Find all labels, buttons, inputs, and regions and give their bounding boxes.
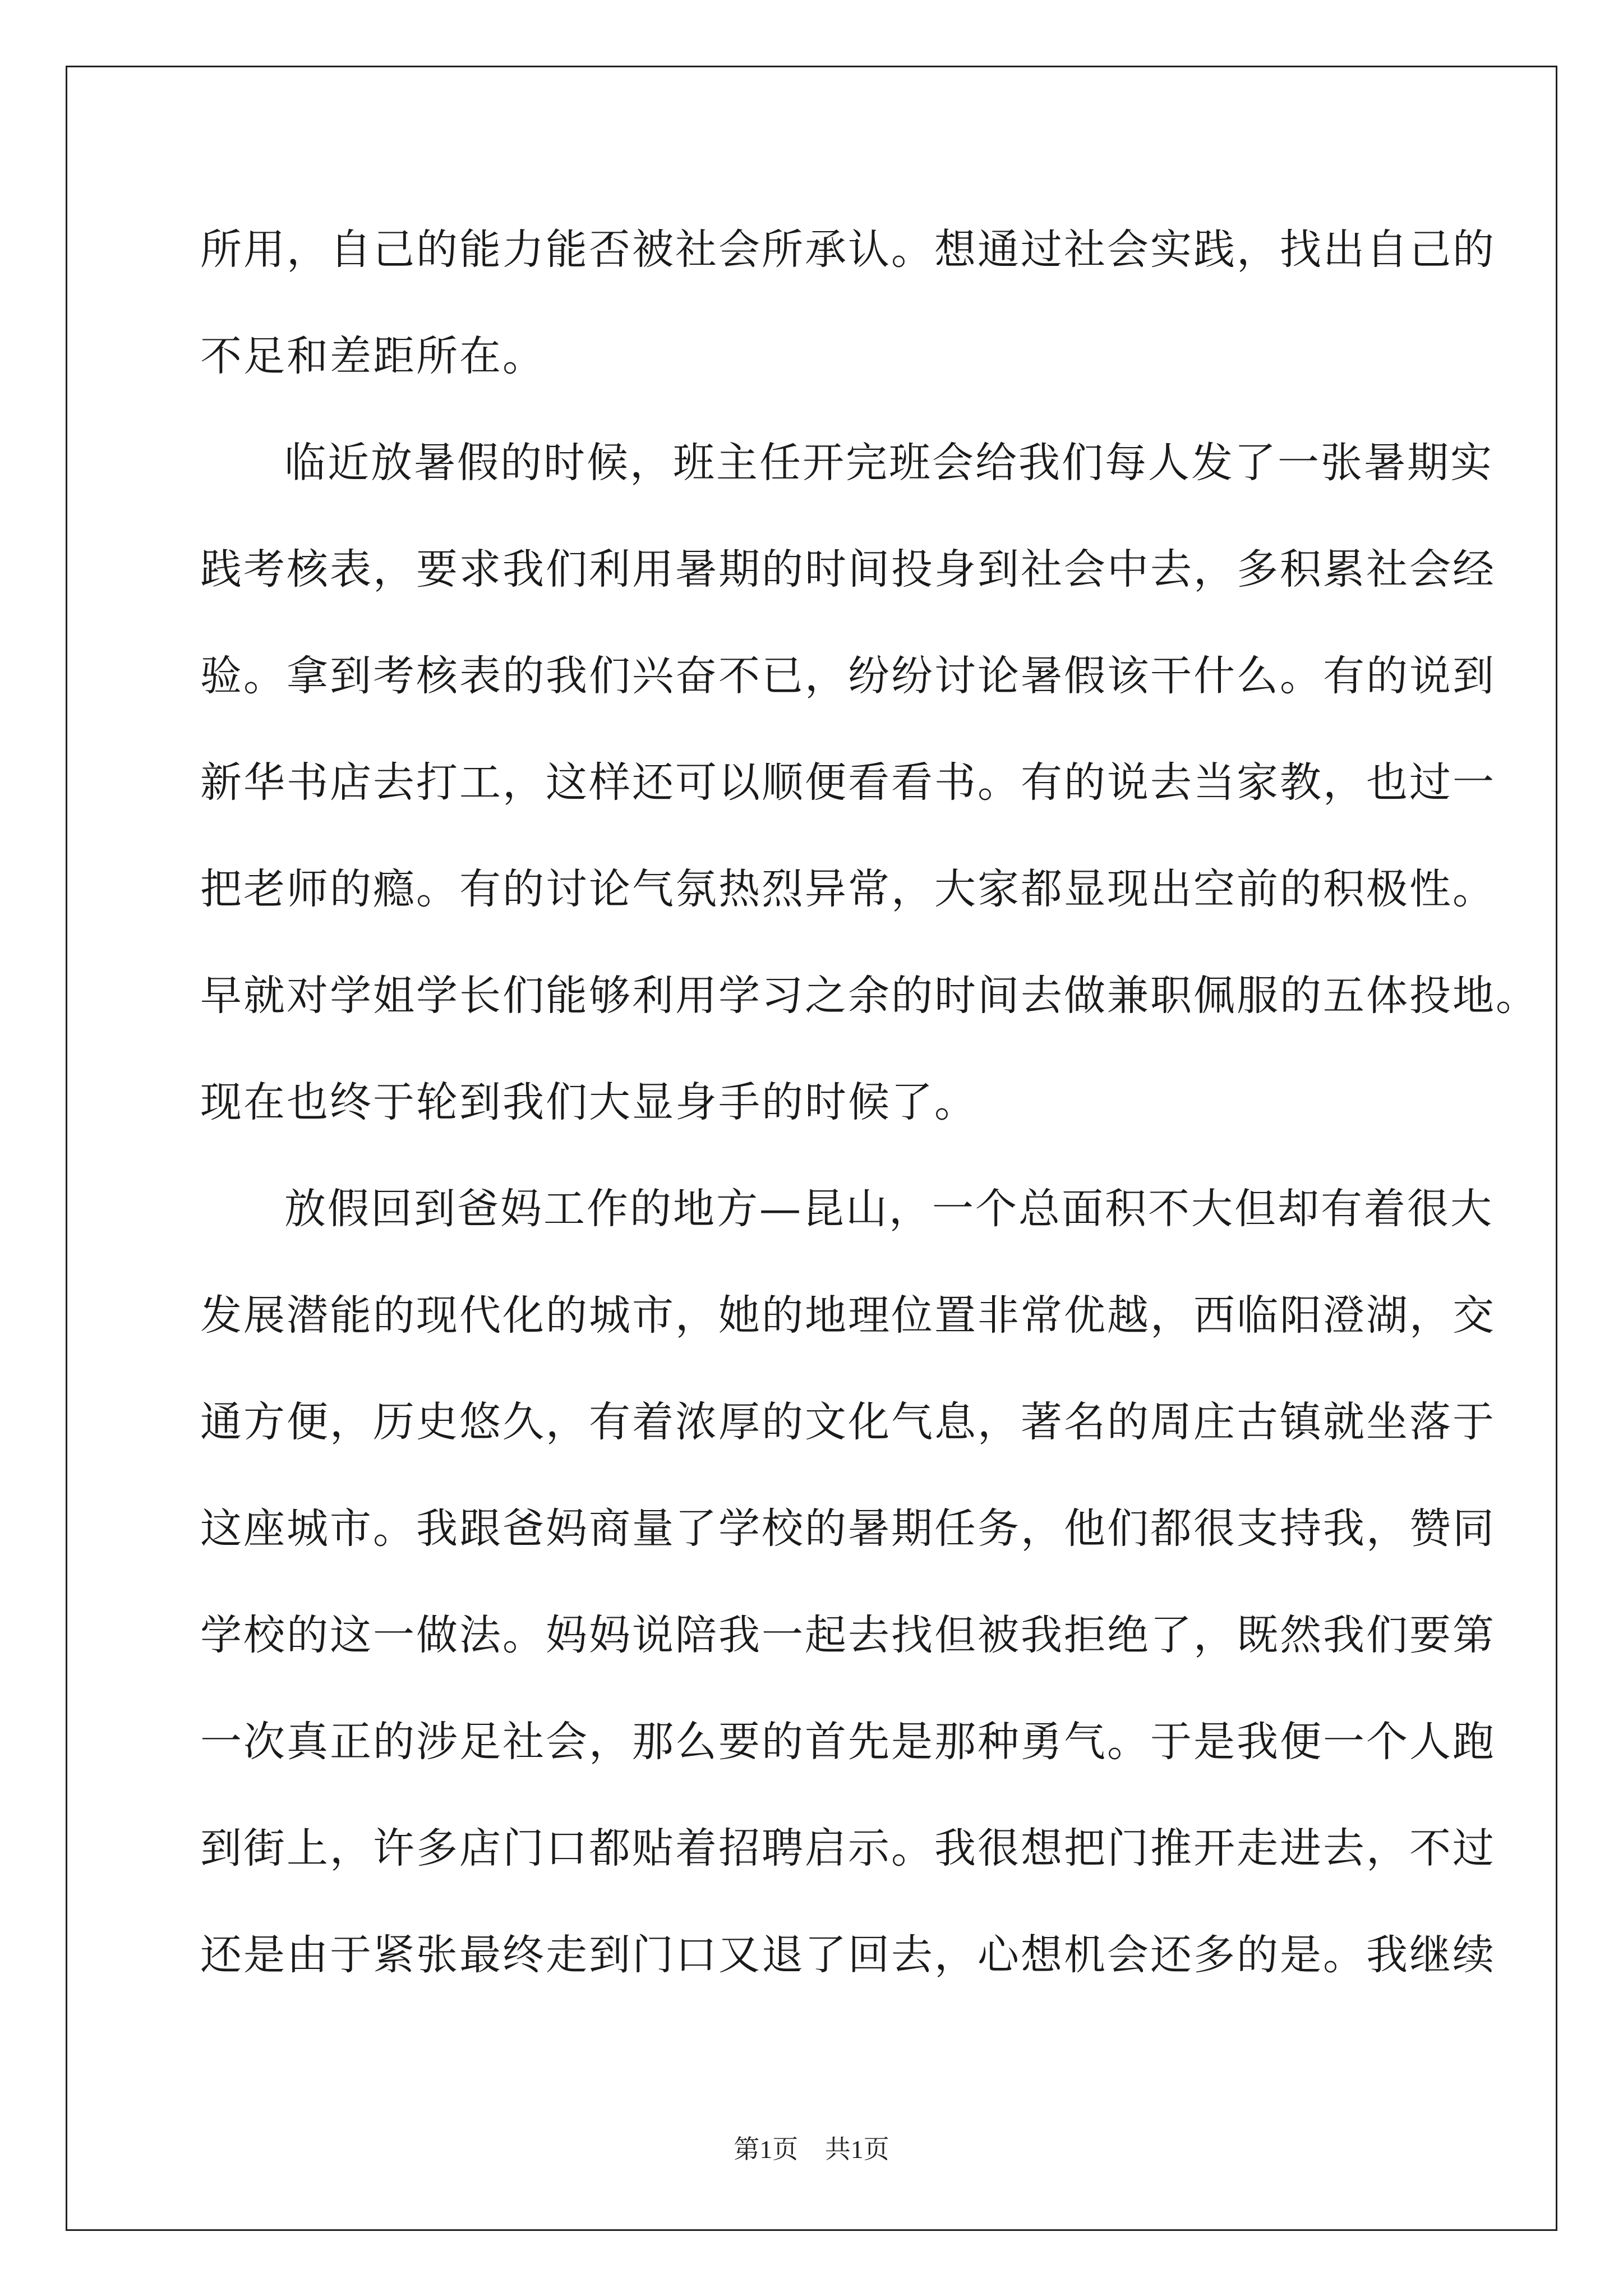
- text-line: 践考核表，要求我们利用暑期的时间投身到社会中去，多积累社会经: [200, 545, 1496, 593]
- text-line: 临近放暑假的时候，班主任开完班会给我们每人发了一张暑期实: [284, 439, 1493, 487]
- text-line: 新华书店去打工，这样还可以顺便看看书。有的说去当家教，也过一: [200, 758, 1496, 807]
- text-line: 还是由于紧张最终走到门口又退了回去，心想机会还多的是。我继续: [200, 1931, 1496, 1979]
- page-total: 共1页: [824, 2135, 889, 2164]
- text-line: 把老师的瘾。有的讨论气氛热烈异常，大家都显现出空前的积极性。: [200, 865, 1496, 913]
- text-line: 一次真正的涉足社会，那么要的首先是那种勇气。于是我便一个人跑: [200, 1718, 1496, 1766]
- text-line: 通方便，历史悠久，有着浓厚的文化气息，著名的周庄古镇就坐落于: [200, 1398, 1496, 1446]
- text-line: 这座城市。我跟爸妈商量了学校的暑期任务，他们都很支持我，赞同: [200, 1504, 1496, 1553]
- text-line: 早就对学姐学长们能够利用学习之余的时间去做兼职佩服的五体投地。: [200, 972, 1539, 1020]
- text-line: 学校的这一做法。妈妈说陪我一起去找但被我拒绝了，既然我们要第: [200, 1611, 1496, 1659]
- text-line: 现在也终于轮到我们大显身手的时候了。: [200, 1078, 978, 1126]
- text-line: 所用，自己的能力能否被社会所承认。想通过社会实践，找出自己的: [200, 226, 1496, 274]
- text-line: 验。拿到考核表的我们兴奋不已，纷纷讨论暑假该干什么。有的说到: [200, 652, 1496, 700]
- text-line: 到街上，许多店门口都贴着招聘启示。我很想把门推开走进去，不过: [200, 1824, 1496, 1872]
- text-line: 放假回到爸妈工作的地方—昆山，一个总面积不大但却有着很大: [284, 1185, 1493, 1233]
- page-number: 第1页: [734, 2135, 799, 2164]
- text-line: 发展潜能的现代化的城市，她的地理位置非常优越，西临阳澄湖，交: [200, 1291, 1496, 1340]
- document-body: [200, 208, 1539, 2019]
- page-footer: [0, 2129, 1623, 2166]
- text-line: 不足和差距所在。: [200, 332, 546, 380]
